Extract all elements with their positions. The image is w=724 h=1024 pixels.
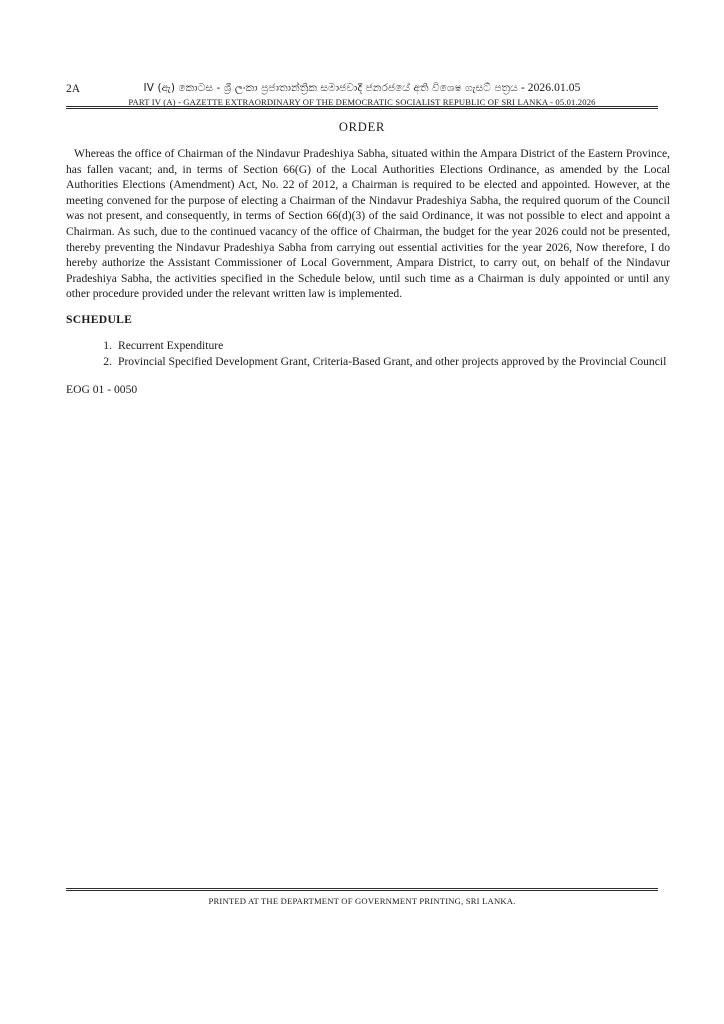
order-title: ORDER [338, 120, 386, 134]
header-sinhala-text: IV (ඇ) කොටස - ශ්‍රී ලංකා ප්‍රජාතාන්ත්‍රික සමාජවාදී ජනරජයේ අති විශෙෂ ගැසට් පත්‍රය [143, 82, 518, 94]
page-number: 2A [66, 83, 81, 95]
list-item-text: Provincial Specified Development Grant, Criteria-Based Grant, and other projects approved by the Provincial Council [118, 355, 667, 368]
list-item-number: 2. [103, 355, 112, 368]
reference-code: EOG 01 - 0050 [66, 383, 138, 396]
list-item-text: Recurrent Expenditure [118, 339, 224, 352]
list-item [96, 338, 700, 354]
header-english-line: PART IV (A) - GAZETTE EXTRAORDINARY OF THE DEMOCRATIC SOCIALIST REPUBLIC OF SRI LANKA - 05.01.2026 [128, 97, 596, 107]
footer-text: PRINTED AT THE DEPARTMENT OF GOVERNMENT PRINTING, SRI LANKA. [208, 896, 516, 906]
header-sinhala-date: - 2026.01.05 [520, 82, 581, 94]
schedule-list [66, 338, 700, 370]
list-item [96, 354, 700, 370]
page-header [66, 82, 658, 107]
header-sinhala-line [124, 82, 600, 95]
footer-divider [66, 888, 658, 891]
order-paragraph: Whereas the office of Chairman of the Nindavur Pradeshiya Sabha, situated within the Ampara District of the Eastern Province, has fallen vacant; and, in terms of Section 66(G) of the Local Authorities Elections Ordinance, as amended by the Local Authorities Elections (Amendment) Act, No. 22 of 2012, a Chairman is required to be elected and appointed. However, at the meeting convened for the purpose of electing a Chairman of the Nindavur Pradeshiya Sabha, the required quorum of the Council was not present, and consequently, in terms of Section 66(d)(3) of the said Ordinance, it was not possible to elect and appoint a Chairman. As such, due to the continued vacancy of the office of Chairman, the budget for the year 2026 could not be presented, thereby preventing the Nindavur Pradeshiya Sabha from carrying out essential activities for the year 2026, Now therefore, I do hereby authorize the Assistant Commissioner of Local Government, Ampara District, to carry out, on behalf of the Nindavur Pradeshiya Sabha, the activities specified in the Schedule below, until such time as a Chairman is duly appointed or until any other procedure provided under the relevant written law is implemented. [66, 147, 670, 301]
schedule-heading: SCHEDULE [66, 313, 133, 326]
order-body [66, 146, 670, 302]
list-item-number: 1. [103, 339, 112, 352]
header-divider [66, 106, 658, 109]
